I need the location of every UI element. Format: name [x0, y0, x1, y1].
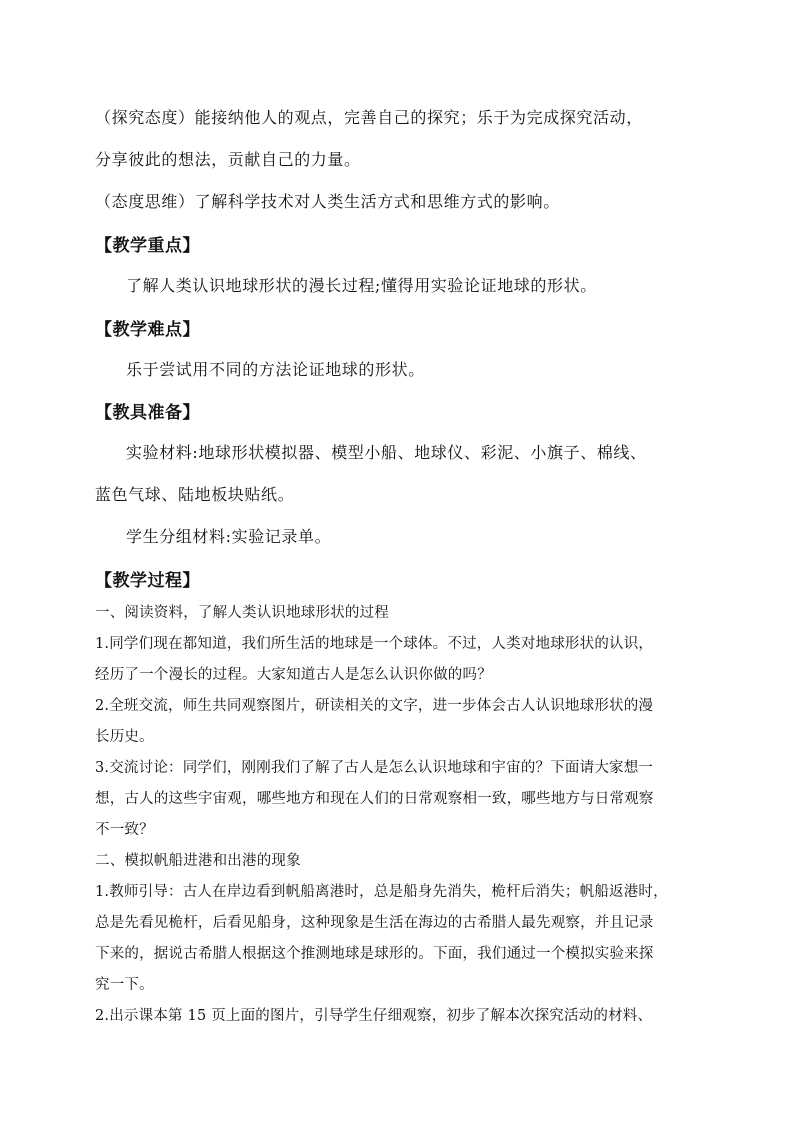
process-2-item-1-line-2: 总是先看见桅杆，后看见船身，这种现象是生活在海边的古希腊人最先观察，并且记录	[95, 915, 654, 931]
process-1-item-1-line-2: 经历了一个漫长的过程。大家知道古人是怎么认识你做的吗？	[95, 667, 492, 683]
materials-text-line-1: 实验材料:地球形状模拟器、模型小船、地球仪、彩泥、小旗子、棉线、	[126, 443, 647, 462]
process-part-1-title: 一、阅读资料，了解人类认识地球形状的过程	[95, 605, 389, 621]
section-heading-materials: 【教具准备】	[95, 403, 200, 423]
attitude-objective-line-2: 分享彼此的想法，贡献自己的力量。	[95, 150, 361, 169]
key-points-text: 了解人类认识地球形状的漫长过程;懂得用实验论证地球的形状。	[126, 276, 597, 295]
attitude-objective-line-1: （探究态度）能接纳他人的观点，完善自己的探究；乐于为完成探究活动，	[95, 108, 643, 127]
materials-text-line-2: 蓝色气球、陆地板块贴纸。	[95, 485, 295, 504]
section-heading-process: 【教学过程】	[95, 571, 200, 591]
process-2-item-1-line-4: 究一下。	[95, 977, 154, 993]
thinking-objective-line: （态度思维）了解科学技术对人类生活方式和思维方式的影响。	[95, 192, 560, 211]
process-1-item-3-line-1: 3.交流讨论：同学们，刚刚我们了解了古人是怎么认识地球和宇宙的？下面请大家想一	[95, 760, 654, 776]
process-part-2-title: 二、模拟帆船进港和出港的现象	[95, 853, 301, 869]
section-heading-difficulties: 【教学难点】	[95, 320, 200, 340]
section-heading-key-points: 【教学重点】	[95, 236, 200, 256]
process-1-item-1-line-1: 1.同学们现在都知道，我们所生活的地球是一个球体。不过，人类对地球形状的认识，	[95, 636, 654, 652]
process-1-item-2-line-2: 长历史。	[95, 729, 154, 745]
process-2-item-1-line-3: 下来的，据说古希腊人根据这个推测地球是球形的。下面，我们通过一个模拟实验来探	[95, 946, 654, 962]
process-1-item-3-line-3: 不一致？	[95, 822, 154, 838]
process-2-item-2-line-1: 2.出示课本第 15 页上面的图片，引导学生仔细观察，初步了解本次探究活动的材料、	[95, 1008, 653, 1024]
process-1-item-3-line-2: 想，古人的这些宇宙观，哪些地方和现在人们的日常观察相一致，哪些地方与日常观察	[95, 791, 654, 807]
difficulties-text: 乐于尝试用不同的方法论证地球的形状。	[126, 360, 425, 379]
process-2-item-1-line-1: 1.教师引导：古人在岸边看到帆船离港时，总是船身先消失，桅杆后消失；帆船返港时，	[95, 884, 668, 900]
group-materials-text: 学生分组材料:实验记录单。	[126, 527, 332, 546]
process-1-item-2-line-1: 2.全班交流，师生共同观察图片，研读相关的文字，进一步体会古人认识地球形状的漫	[95, 698, 654, 714]
